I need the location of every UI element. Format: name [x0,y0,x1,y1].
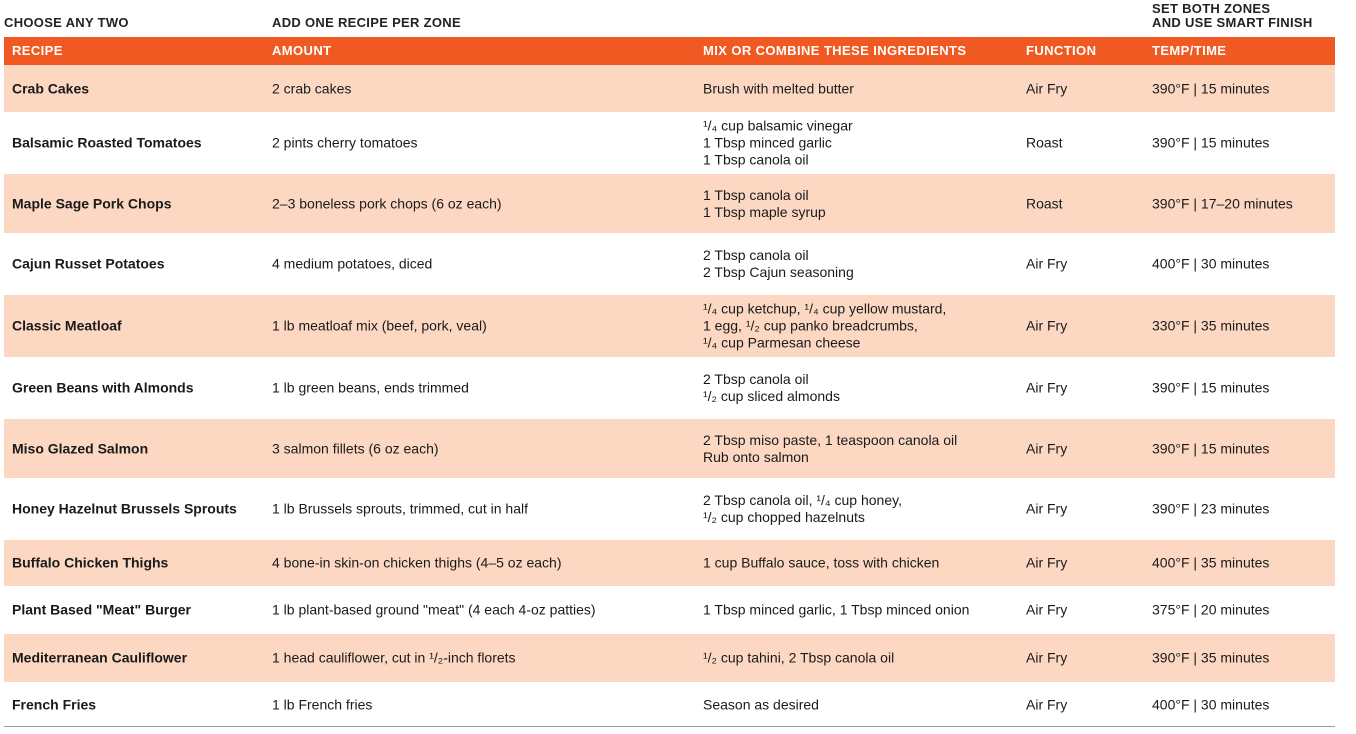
recipe-function: Air Fry [1026,255,1068,272]
recipe-function: Air Fry [1026,440,1068,456]
recipe-temp-time: 390°F | 23 minutes [1152,500,1270,517]
table-row [4,357,1335,419]
recipe-function: Air Fry [1026,601,1068,618]
recipe-name: Honey Hazelnut Brussels Sprouts [12,500,237,517]
recipe-ingredients [703,697,819,714]
recipe-amount: 1 lb green beans, ends trimmed [272,379,469,396]
table-header [4,37,1335,65]
recipe-temp-time: 375°F | 20 minutes [1152,601,1270,618]
header-function: FUNCTION [1026,43,1097,58]
recipe-ingredients [703,187,826,221]
recipe-temp-time: 400°F | 30 minutes [1152,696,1270,713]
recipe-amount: 1 lb plant-based ground "meat" (4 each 4-oz patties) [272,601,596,618]
recipe-ingredients [703,247,854,281]
recipe-amount: 4 medium potatoes, diced [272,255,433,272]
ingredient-line: ¹/₄ cup Parmesan cheese [703,334,861,351]
recipe-ingredients [703,602,969,619]
recipe-ingredients [703,371,840,405]
ingredient-line: 1 cup Buffalo sauce, toss with chicken [703,554,940,571]
recipe-function: Air Fry [1026,649,1068,666]
recipe-ingredients [703,650,894,667]
ingredient-line: 2 Tbsp miso paste, 1 teaspoon canola oil [703,431,958,448]
recipe-function: Air Fry [1026,80,1068,96]
ingredient-line: 1 Tbsp minced garlic, 1 Tbsp minced onion [703,601,970,618]
ingredient-line: 2 Tbsp Cajun seasoning [703,264,854,280]
recipe-amount: 1 lb Brussels sprouts, trimmed, cut in half [272,500,528,517]
recipe-function: Roast [1026,195,1063,211]
table-row [4,682,1335,728]
recipe-name: Cajun Russet Potatoes [12,255,165,272]
table-bottom-divider [4,726,1335,727]
recipe-amount: 2 pints cherry tomatoes [272,134,418,151]
recipe-ingredients [703,80,854,97]
table-row [4,634,1335,682]
recipe-name: Crab Cakes [12,80,90,96]
ingredient-line: ¹/₄ cup balsamic vinegar [703,117,853,134]
table-row [4,295,1335,357]
recipe-temp-time: 390°F | 15 minutes [1152,379,1270,396]
ingredient-line: ¹/₄ cup ketchup, ¹/₄ cup yellow mustard, [703,300,947,317]
recipe-temp-time: 390°F | 15 minutes [1152,134,1270,151]
recipe-function: Air Fry [1026,696,1068,713]
table-row [4,233,1335,295]
recipe-amount: 1 lb meatloaf mix (beef, pork, veal) [272,317,487,334]
table-row [4,112,1335,174]
table-row [4,419,1335,478]
recipe-temp-time: 330°F | 35 minutes [1152,317,1270,334]
ingredient-line: 1 egg, ¹/₂ cup panko breadcrumbs, [703,317,918,334]
header-amount: AMOUNT [272,43,332,58]
intro-set-both-zones: SET BOTH ZONES [1152,1,1271,16]
table-row [4,586,1335,634]
ingredient-line: 2 Tbsp canola oil, ¹/₄ cup honey, [703,492,902,508]
table-row [4,65,1335,112]
ingredient-line: 1 Tbsp canola oil [703,186,809,203]
recipe-amount: 2–3 boneless pork chops (6 oz each) [272,195,502,211]
recipe-function: Roast [1026,134,1063,151]
ingredient-line: ¹/₂ cup chopped hazelnuts [703,509,865,525]
recipe-name: Classic Meatloaf [12,317,122,334]
ingredient-line: 2 Tbsp canola oil [703,371,809,387]
recipe-ingredients [703,555,939,572]
recipe-amount: 3 salmon fillets (6 oz each) [272,440,439,456]
recipe-amount: 4 bone-in skin-on chicken thighs (4–5 oz each) [272,554,562,571]
recipe-amount: 1 head cauliflower, cut in ¹/₂-inch florets [272,649,516,666]
header-mix: MIX OR COMBINE THESE INGREDIENTS [703,43,967,58]
recipe-name: Green Beans with Almonds [12,379,194,396]
recipe-function: Air Fry [1026,379,1068,396]
recipe-amount: 2 crab cakes [272,80,352,96]
ingredient-line: ¹/₂ cup sliced almonds [703,388,840,404]
header-temp-time: TEMP/TIME [1152,43,1227,58]
recipe-function: Air Fry [1026,554,1068,571]
recipe-temp-time: 390°F | 17–20 minutes [1152,195,1293,211]
recipe-name: Plant Based "Meat" Burger [12,601,191,618]
recipe-name: Balsamic Roasted Tomatoes [12,134,202,151]
ingredient-line: ¹/₂ cup tahini, 2 Tbsp canola oil [703,649,895,666]
recipe-name: Miso Glazed Salmon [12,440,149,456]
table-row [4,174,1335,233]
recipe-temp-time: 390°F | 15 minutes [1152,80,1270,96]
table-intro [0,0,1356,36]
recipe-name: French Fries [12,696,97,713]
ingredient-line: 1 Tbsp canola oil [703,151,809,168]
intro-smart-finish: AND USE SMART FINISH [1152,15,1313,30]
ingredient-line: 1 Tbsp maple syrup [703,203,826,220]
table-row [4,540,1335,586]
recipe-name: Maple Sage Pork Chops [12,195,172,211]
recipe-ingredients [703,301,946,352]
recipe-ingredients [703,118,853,169]
ingredient-line: Season as desired [703,696,819,713]
recipe-function: Air Fry [1026,500,1068,517]
ingredient-line: Brush with melted butter [703,80,854,96]
ingredient-line: Rub onto salmon [703,448,809,465]
recipe-name: Buffalo Chicken Thighs [12,554,169,571]
ingredient-line: 1 Tbsp minced garlic [703,134,832,151]
recipe-temp-time: 400°F | 30 minutes [1152,255,1270,272]
recipe-name: Mediterranean Cauliflower [12,649,188,666]
recipe-amount: 1 lb French fries [272,696,373,713]
recipe-ingredients [703,492,902,526]
recipe-temp-time: 400°F | 35 minutes [1152,554,1270,571]
recipe-function: Air Fry [1026,317,1068,334]
intro-add-one-recipe: ADD ONE RECIPE PER ZONE [272,15,461,30]
ingredient-line: 2 Tbsp canola oil [703,247,809,263]
header-recipe: RECIPE [12,43,63,58]
recipe-temp-time: 390°F | 15 minutes [1152,440,1270,456]
table-row [4,478,1335,540]
recipe-ingredients [703,432,957,466]
intro-choose-any-two: CHOOSE ANY TWO [4,15,129,30]
recipe-temp-time: 390°F | 35 minutes [1152,649,1270,666]
